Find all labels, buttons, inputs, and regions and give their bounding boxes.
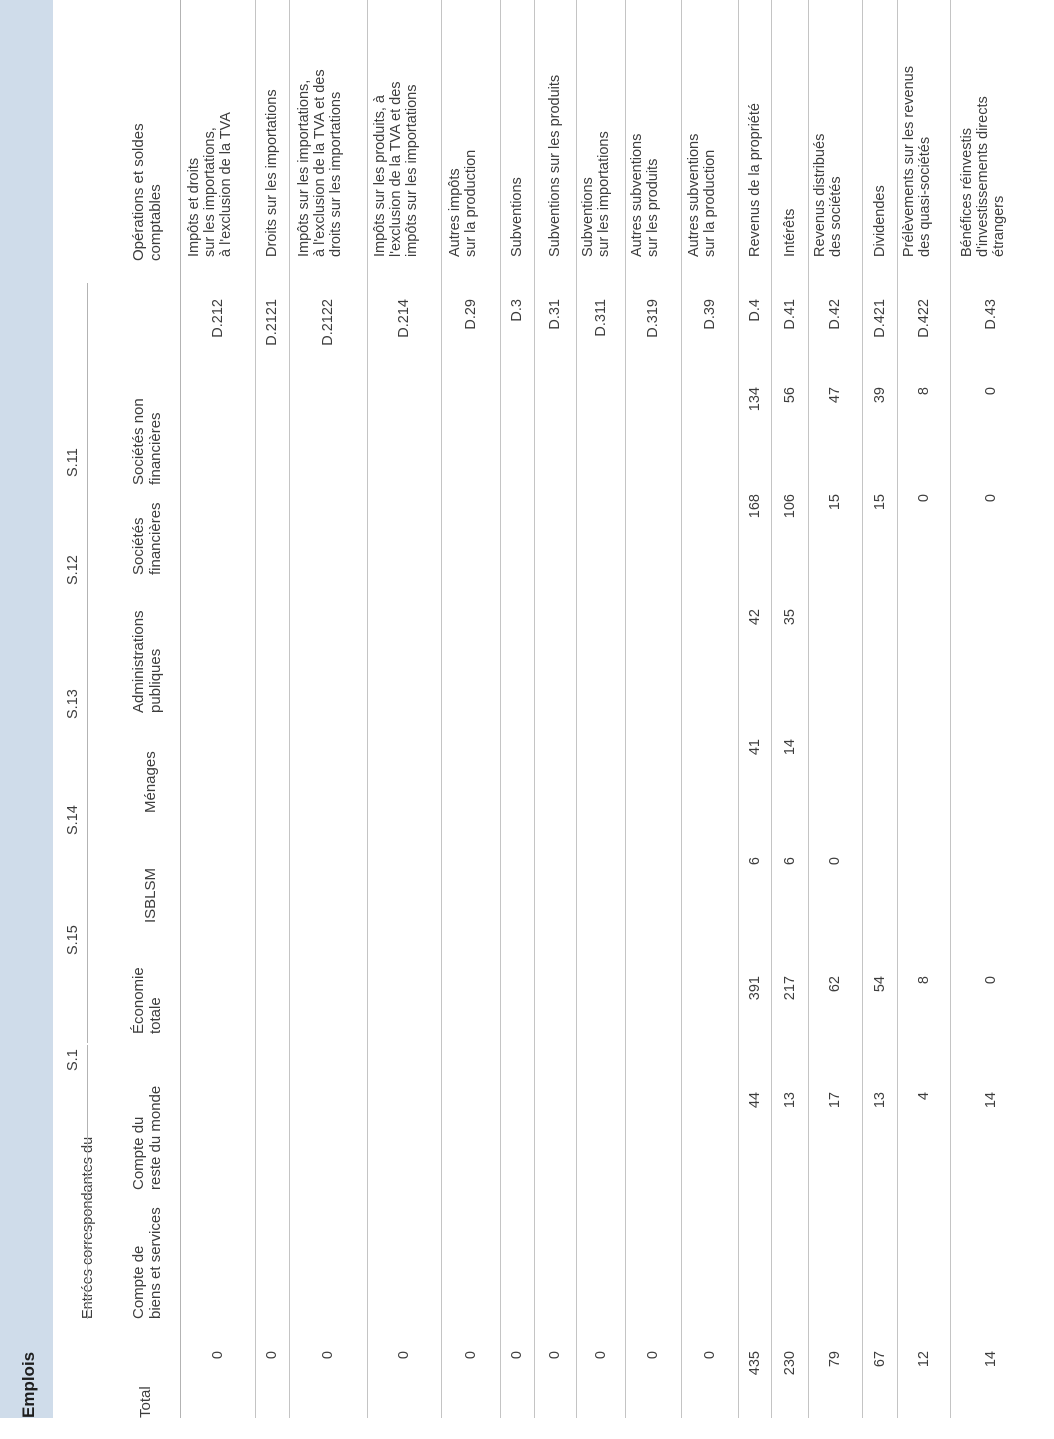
operation-code: D.39: [701, 299, 718, 330]
operation-label-line: à l'exclusion de la TVA et des: [312, 69, 328, 257]
sector-code-s12: S.12: [65, 555, 81, 585]
header-band: [0, 0, 53, 1418]
operation-code: D.42: [827, 299, 843, 330]
cell-s12: 168: [746, 494, 763, 519]
rest-of-world-header-line: Compte du: [130, 1116, 147, 1190]
s15-header-line: ISBLSM: [142, 867, 159, 923]
s14-header-line: Ménages: [142, 751, 159, 813]
cell-s11: 47: [827, 387, 843, 404]
row-divider: [255, 0, 256, 1418]
operation-label: [372, 81, 420, 257]
row-divider: [950, 0, 951, 1418]
operation-code: D.41: [781, 299, 798, 330]
cell-row: 44: [746, 1092, 763, 1109]
operation-label-line: Impôts sur les importations,: [296, 79, 312, 257]
cell-total: 67: [871, 1351, 888, 1368]
operation-code: D.4: [746, 299, 763, 322]
section-title: Emplois: [19, 1351, 38, 1418]
operation-label-line: sur les importations,: [201, 127, 218, 257]
row-divider: [681, 0, 682, 1418]
group-rule: [87, 1045, 88, 1319]
row-divider: [441, 0, 442, 1418]
cell-total: 14: [983, 1351, 999, 1368]
s13-header: [130, 610, 164, 713]
operation-code: D.214: [396, 299, 412, 338]
operation-code: D.3: [509, 299, 525, 322]
cell-s11: 0: [983, 387, 999, 396]
sector-code-s11: S.11: [65, 448, 81, 477]
goods-services-header: [130, 1207, 164, 1319]
cell-s12: 15: [827, 494, 843, 511]
operation-label-line: des sociétés: [828, 176, 844, 257]
cell-total: 0: [462, 1351, 479, 1360]
cell-total: 0: [509, 1351, 525, 1360]
operation-label: [812, 134, 844, 257]
cell-s12: 0: [915, 494, 932, 503]
operation-code: D.212: [209, 299, 226, 338]
row-divider: [367, 0, 368, 1418]
cell-row: 13: [871, 1092, 888, 1109]
operation-label-line: Subventions sur les produits: [547, 74, 563, 257]
cell-total: 79: [827, 1351, 843, 1368]
operations-header: [130, 123, 164, 261]
cell-s11: 8: [915, 387, 932, 396]
operation-label: [580, 131, 612, 257]
operation-code: D.311: [592, 299, 609, 337]
row-divider: [534, 0, 535, 1418]
operation-label-line: sur les produits: [645, 158, 661, 257]
operation-label: [447, 150, 479, 257]
operation-label: [747, 103, 763, 257]
operation-label-line: étrangers: [991, 195, 1007, 257]
cell-total: 0: [209, 1351, 226, 1360]
operation-label-line: Droits sur les importations: [264, 89, 280, 257]
operation-code: D.31: [547, 299, 563, 330]
operation-label-line: sur la production: [701, 149, 718, 257]
cell-s1: 8: [915, 976, 932, 985]
sector-code-s14: S.14: [65, 805, 81, 835]
operation-code: D.421: [871, 299, 888, 338]
operation-label-line: l'exclusion de la TVA et des: [388, 81, 404, 257]
cell-total: 435: [746, 1351, 763, 1376]
row-divider: [862, 0, 863, 1418]
operation-label: [959, 96, 1007, 257]
operation-code: D.422: [915, 299, 932, 338]
operations-header-line: Opérations et soldes: [130, 123, 147, 261]
operation-label: [509, 177, 525, 257]
s11-header-line: financières: [147, 412, 164, 485]
operation-label-line: Prélèvements sur les revenus: [901, 66, 917, 257]
cell-total: 0: [547, 1351, 563, 1360]
s13-header-line: publiques: [147, 648, 164, 713]
cell-s1: 0: [983, 976, 999, 985]
operation-label-line: Dividendes: [871, 185, 888, 257]
operation-label-line: Intérêts: [781, 208, 798, 257]
operation-code: D.2122: [320, 299, 336, 346]
operation-label-line: Autres subventions: [685, 133, 702, 257]
sector-rule: [87, 283, 88, 1043]
rest-of-world-header: [130, 1086, 164, 1190]
s1-header-line: totale: [147, 997, 164, 1034]
row-divider: [625, 0, 626, 1418]
cell-s1: 54: [871, 976, 888, 993]
cell-row: 17: [827, 1092, 843, 1109]
cell-s11: 56: [781, 387, 798, 404]
cell-s1: 217: [781, 976, 798, 1001]
operation-label-line: Bénéfices réinvestis: [959, 128, 975, 257]
cell-s12: 15: [871, 494, 888, 511]
header-rule: [180, 0, 181, 1418]
operation-label: [872, 185, 888, 257]
cell-s13: 42: [746, 609, 763, 626]
operation-label-line: impôts sur les importations: [404, 84, 420, 257]
s11-header-line: Sociétés non: [130, 398, 147, 485]
cell-s15: 0: [827, 857, 843, 866]
cell-total: 0: [701, 1351, 718, 1360]
cell-s12: 106: [781, 494, 798, 519]
goods-services-header-line: Compte de: [130, 1245, 147, 1319]
operation-label-line: Revenus distribués: [812, 133, 828, 257]
operation-label-line: Subventions: [509, 177, 525, 257]
cell-row: 14: [983, 1092, 999, 1109]
operation-label: [186, 112, 234, 257]
operation-code: D.29: [462, 299, 479, 330]
operations-header-line: comptables: [147, 184, 164, 261]
operation-code: D.2121: [264, 299, 280, 346]
cell-s12: 0: [983, 494, 999, 503]
row-divider: [771, 0, 772, 1418]
operation-label-line: Revenus de la propriété: [746, 103, 763, 257]
cell-s14: 41: [746, 739, 763, 756]
cell-total: 230: [781, 1351, 798, 1376]
operation-label: [901, 66, 933, 257]
operation-label-line: Impôts et droits: [185, 157, 202, 257]
sector-code-s1: S.1: [65, 1049, 81, 1071]
cell-total: 0: [320, 1351, 336, 1360]
operation-label-line: sur les importations: [596, 131, 612, 257]
operation-code: D.319: [645, 299, 661, 338]
sector-code-s13: S.13: [65, 689, 81, 719]
operation-label: [629, 134, 661, 257]
operation-label-line: Impôts sur les produits, à: [372, 95, 388, 257]
s12-header-line: Sociétés: [130, 517, 147, 575]
operation-label-line: Autres impôts: [446, 168, 463, 257]
total-header: Total: [137, 1386, 154, 1418]
cell-s11: 39: [871, 387, 888, 404]
sector-code-s15: S.15: [65, 925, 81, 955]
s1-header: [130, 967, 164, 1034]
operation-label: [782, 209, 798, 257]
cell-s14: 14: [781, 739, 798, 756]
s13-header-line: Administrations: [130, 610, 147, 713]
operation-label-line: d'investissements directs: [975, 96, 991, 257]
s12-header: [130, 502, 164, 575]
cell-s13: 35: [781, 609, 798, 626]
row-divider: [576, 0, 577, 1418]
operation-label-line: droits sur les importations: [328, 91, 344, 257]
operation-label: [547, 75, 563, 257]
operation-label: [296, 69, 344, 257]
operation-label-line: sur la production: [462, 149, 479, 257]
s15-header: [142, 868, 159, 923]
row-divider: [738, 0, 739, 1418]
cell-s15: 6: [746, 857, 763, 866]
cell-row: 4: [915, 1092, 932, 1101]
cell-total: 0: [396, 1351, 412, 1360]
operation-label-line: des quasi-sociétés: [917, 136, 933, 257]
goods-services-header-line: biens et services: [147, 1207, 164, 1319]
s12-header-line: financières: [147, 502, 164, 575]
cell-total: 0: [592, 1351, 609, 1360]
group-header: Entrées correspondantes du: [80, 1136, 96, 1319]
row-divider: [897, 0, 898, 1418]
cell-s11: 134: [746, 387, 763, 412]
operation-label-line: Autres subventions: [629, 133, 645, 257]
cell-s15: 6: [781, 857, 798, 866]
cell-total: 0: [645, 1351, 661, 1360]
cell-s1: 62: [827, 976, 843, 993]
operation-label: [264, 89, 280, 257]
operation-code: D.43: [983, 299, 999, 330]
cell-total: 12: [915, 1351, 932, 1368]
cell-row: 13: [781, 1092, 798, 1109]
s1-header-line: Économie: [130, 967, 147, 1034]
row-divider: [500, 0, 501, 1418]
cell-s1: 391: [746, 976, 763, 1001]
s14-header: [142, 751, 159, 813]
cell-total: 0: [264, 1351, 280, 1360]
s11-header: [130, 398, 164, 485]
rest-of-world-header-line: reste du monde: [147, 1085, 164, 1190]
operation-label-line: Subventions: [580, 177, 596, 257]
operation-label-line: à l'exclusion de la TVA: [217, 112, 234, 257]
operation-label: [686, 134, 718, 257]
row-divider: [289, 0, 290, 1418]
row-divider: [808, 0, 809, 1418]
